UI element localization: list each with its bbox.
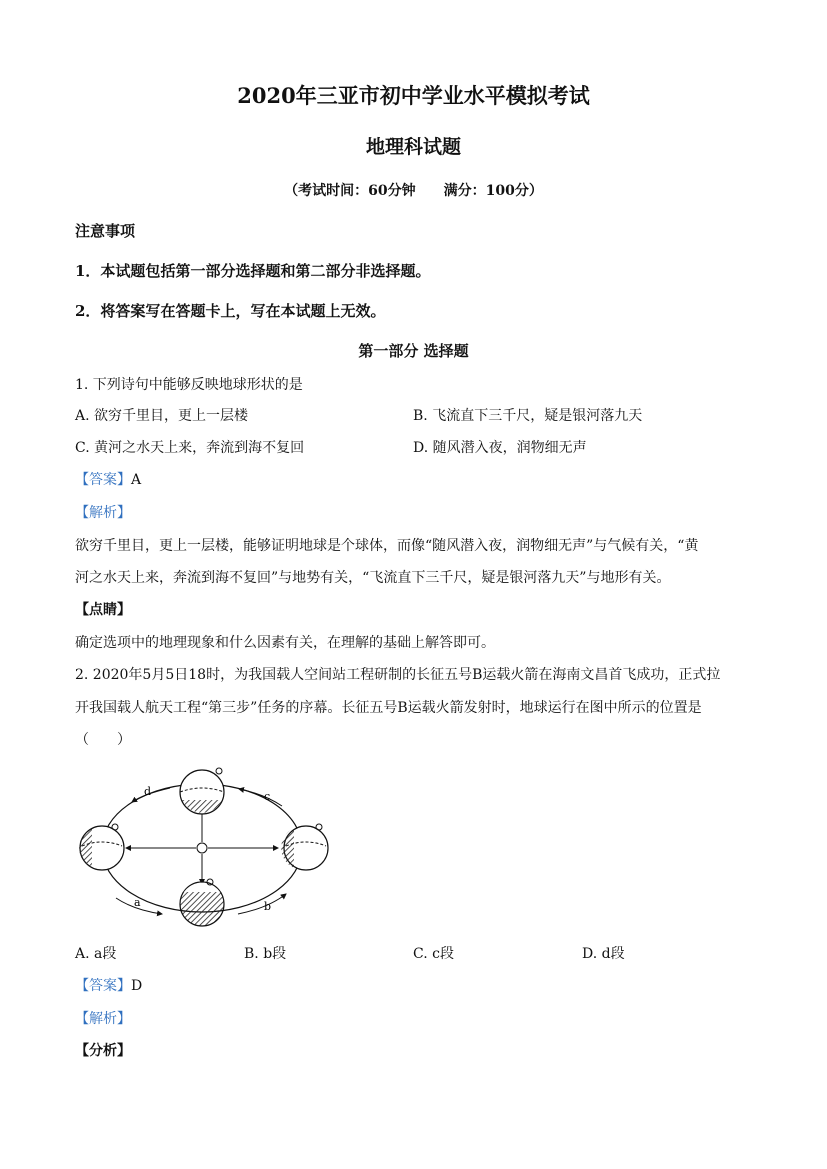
label-d: d (144, 785, 152, 798)
label-c: c (264, 790, 271, 803)
earth-orbit-diagram (74, 762, 336, 932)
q1-analysis-tag: 【解析】 (75, 505, 131, 521)
q2-option-a: A. a段 (75, 946, 117, 962)
q1-option-b: B. 飞流直下三千尺，疑是银河落九天 (413, 408, 643, 424)
q1-answer-tag: 【答案】 (75, 472, 131, 488)
q2-option-c: C. c段 (413, 946, 454, 962)
q1-answer-row (75, 469, 141, 489)
q1-analysis-line-1: 欲穷千里目，更上一层楼，能够证明地球是个球体，而像“随风潜入夜，润物细无声”与气候有关，“黄 (75, 538, 699, 554)
notice-heading: 注意事项 (75, 222, 136, 240)
earth-right-icon (281, 824, 328, 870)
q2-analysis-tag: 【解析】 (75, 1011, 131, 1027)
q2-stem-line-2: 开我国载人航天工程“第三步”任务的序幕。长征五号B运载火箭发射时，地球运行在图中所示的位置是 (75, 700, 702, 716)
q2-option-d: D. d段 (582, 946, 625, 962)
earth-bottom-icon (180, 879, 224, 926)
subject-title: 地理科试题 (365, 136, 461, 158)
q1-comment-tag: 【点睛】 (75, 602, 131, 618)
q1-analysis-line-2: 河之水天上来，奔流到海不复回”与地势有关，“飞流直下三千尺，疑是银河落九天”与地形有关。 (75, 570, 671, 586)
earth-top-icon (180, 768, 224, 814)
q1-option-c: C. 黄河之水天上来，奔流到海不复回 (75, 440, 305, 456)
label-b: b (264, 900, 272, 913)
q1-answer: A (131, 472, 142, 488)
q2-answer-row (75, 975, 142, 995)
q2-answer-tag: 【答案】 (75, 978, 131, 994)
earth-left-icon (79, 824, 124, 870)
q1-stem: 1. 下列诗句中能够反映地球形状的是 (75, 377, 303, 393)
sun-icon (193, 839, 211, 857)
notice-item-2: 2．将答案写在答题卡上，写在本试题上无效。 (75, 302, 386, 320)
q1-option-a: A. 欲穷千里目，更上一层楼 (75, 408, 249, 424)
q2-stem-line-1: 2. 2020年5月5日18时，为我国载人空间站工程研制的长征五号B运载火箭在海南文昌首飞成功，正式拉 (75, 667, 721, 683)
label-a: a (134, 896, 141, 909)
q2-option-b: B. b段 (244, 946, 287, 962)
q2-fenxi-tag: 【分析】 (75, 1043, 131, 1059)
exam-info: （考试时间：60分钟 满分：100分） (284, 183, 543, 199)
q1-comment: 确定选项中的地理现象和什么因素有关，在理解的基础上解答即可。 (75, 635, 495, 651)
section-title: 第一部分 选择题 (358, 342, 469, 360)
notice-item-1: 1．本试题包括第一部分选择题和第二部分非选择题。 (75, 262, 431, 280)
q1-option-d: D. 随风潜入夜，润物细无声 (413, 440, 587, 456)
arrow-b (238, 894, 286, 914)
arrow-c (239, 789, 282, 806)
q2-stem-line-3: （ ） (75, 732, 131, 748)
q2-answer: D (131, 978, 143, 994)
exam-title: 2020年三亚市初中学业水平模拟考试 (237, 83, 590, 108)
